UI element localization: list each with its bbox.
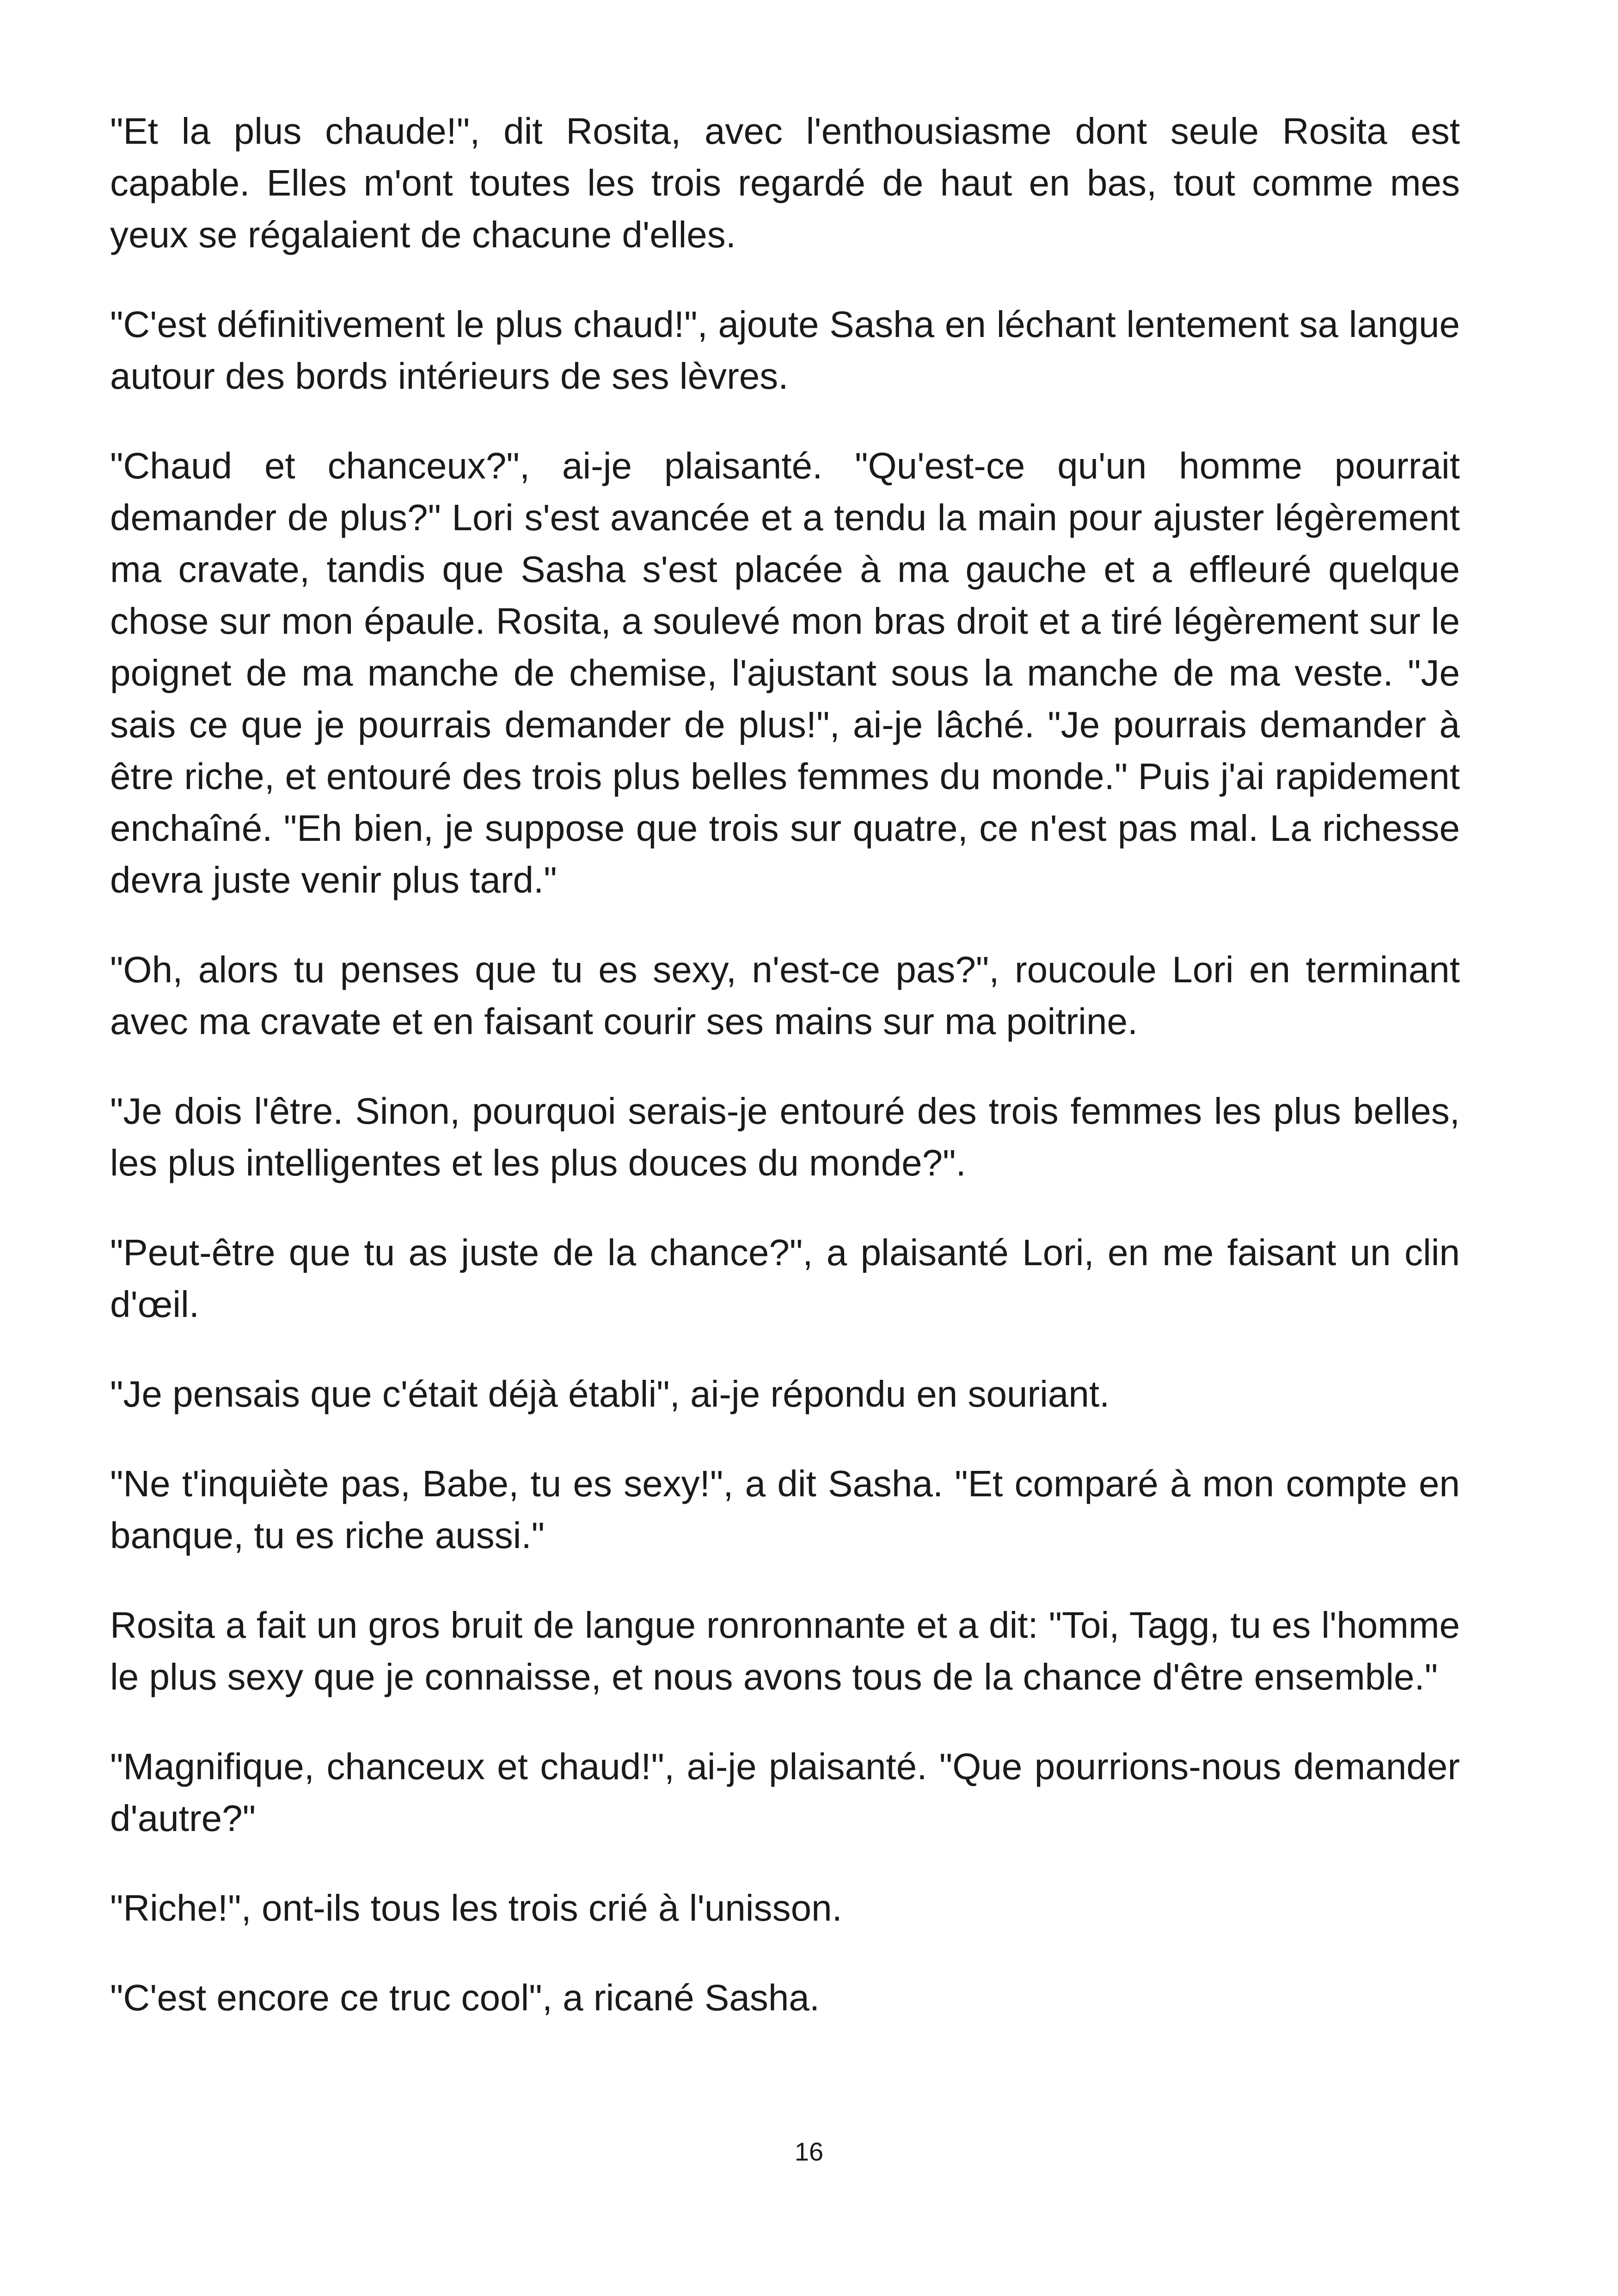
paragraph: "Peut-être que tu as juste de la chance?", a plaisanté Lori, en me faisant un clin d'œil.	[110, 1232, 1460, 1325]
paragraph: "Magnifique, chanceux et chaud!", ai-je plaisanté. "Que pourrions-nous demander d'autre?"	[110, 1746, 1460, 1839]
paragraph: "Chaud et chanceux?", ai-je plaisanté. "Qu'est-ce qu'un homme pourrait demander de plus?" Lori s'est avancée et a tendu la main pour ajuster légèrement ma cravate, tandis que Sasha s'est placée à ma gauche et a effleuré quelque chose sur mon épaule. Rosita, a soulevé mon bras droit et a tiré légèrement sur le poignet de ma manche de chemise, l'ajustant sous la manche de ma veste. "Je sais ce que je pourrais demander de plus!", ai-je lâché. "Je pourrais demander à être riche, et entouré des trois plus belles femmes du monde." Puis j'ai rapidement enchaîné. "Eh bien, je suppose que trois sur quatre, ce n'est pas mal. La richesse devra juste venir plus tard."	[110, 445, 1460, 900]
paragraph: Rosita a fait un gros bruit de langue ronronnante et a dit: "Toi, Tagg, tu es l'homme le plus sexy que je connaisse, et nous avons tous de la chance d'être ensemble."	[110, 1604, 1460, 1697]
page-number: 16	[794, 2137, 824, 2166]
paragraph: "Je dois l'être. Sinon, pourquoi serais-je entouré des trois femmes les plus belles, les plus intelligentes et les plus douces du monde?".	[110, 1090, 1460, 1183]
paragraph: "Oh, alors tu penses que tu es sexy, n'est-ce pas?", roucoule Lori en terminant avec ma cravate et en faisant courir ses mains sur ma poitrine.	[110, 949, 1460, 1042]
paragraph: "C'est définitivement le plus chaud!", ajoute Sasha en léchant lentement sa langue autour des bords intérieurs de ses lèvres.	[110, 304, 1460, 397]
paragraph: "Je pensais que c'était déjà établi", ai-je répondu en souriant.	[110, 1373, 1110, 1414]
paragraph: "Ne t'inquiète pas, Babe, tu es sexy!", a dit Sasha. "Et comparé à mon compte en banque, tu es riche aussi."	[110, 1463, 1460, 1556]
paragraph: "C'est encore ce truc cool", a ricané Sasha.	[110, 1977, 820, 2018]
body-text	[110, 105, 1460, 2062]
paragraph: "Et la plus chaude!", dit Rosita, avec l'enthousiasme dont seule Rosita est capable. Elles m'ont toutes les trois regardé de haut en bas, tout comme mes yeux se régalaient de chacune d'elles.	[110, 110, 1460, 255]
paragraph: "Riche!", ont-ils tous les trois crié à l'unisson.	[110, 1887, 842, 1929]
